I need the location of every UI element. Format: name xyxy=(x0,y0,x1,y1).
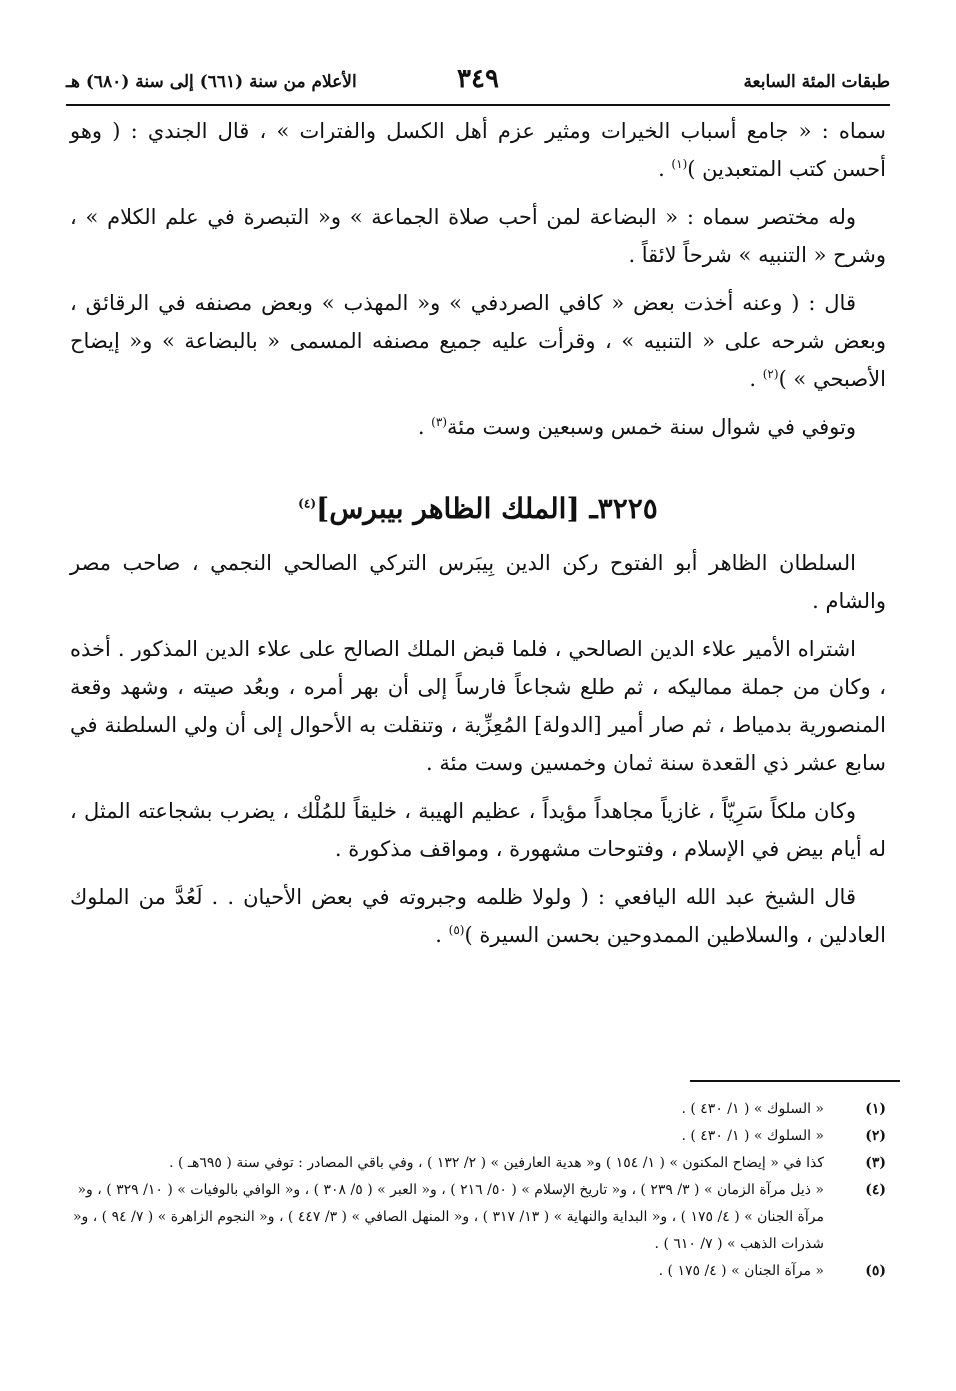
footnote-number: (٤) xyxy=(865,1182,886,1198)
paragraph-text: وكان ملكاً سَرِيّاً ، غازياً مجاهداً مؤيداً ، عظيم الهيبة ، خليقاً للمُلْك ، يضرب بشجاعته المثل ، له أيام بيض في الإسلام ، وفتوحات مشهورة ، ومواقف مذكورة . xyxy=(70,799,886,861)
paragraph-text: قال الشيخ عبد الله اليافعي : ( ولولا ظلمه وجبروته في بعض الأحيان . . لَعُدَّ من الملوك العادلين ، والسلاطين الممدوحين بحسن السيرة ) xyxy=(70,885,886,947)
paragraph-text: وله مختصر سماه : « البضاعة لمن أحب صلاة الجماعة » و« التبصرة في علم الكلام » ، وشرح « التنبيه » شرحاً لائقاً . xyxy=(70,205,886,267)
footnote-3 xyxy=(66,1150,886,1177)
entry-heading xyxy=(70,490,886,528)
footnote-marker: (٢) xyxy=(762,367,779,381)
paragraph-text: السلطان الظاهر أبو الفتوح ركن الدين بِيبَرس التركي الصالحي النجمي ، صاحب مصر والشام . xyxy=(70,551,886,613)
footnote-marker: (٣) xyxy=(431,415,447,429)
paragraph-tail: . xyxy=(749,367,763,391)
paragraph-text: سماه : « جامع أسباب الخيرات ومثير عزم أهل الكسل والفترات » ، قال الجندي : ( وهو أحسن كتب المتعبدين ) xyxy=(70,119,886,181)
paragraph-1 xyxy=(70,112,886,188)
footnote-marker: (١) xyxy=(671,157,688,171)
footnote-4 xyxy=(66,1177,886,1258)
footnote-text: كذا في « إيضاح المكنون » ( ١/ ١٥٤ ) و« هدية العارفين » ( ٢/ ١٣٢ ) ، وفي باقي المصادر : توفي سنة ( ٦٩٥هـ ) . xyxy=(169,1155,824,1171)
footnote-marker: (٤) xyxy=(298,496,316,511)
paragraph-text: وتوفي في شوال سنة خمس وسبعين وست مئة xyxy=(447,415,856,439)
footnote-divider xyxy=(690,1080,900,1082)
paragraph-2 xyxy=(70,198,886,274)
footnotes xyxy=(66,1096,886,1285)
footnote-5 xyxy=(66,1258,886,1285)
footnote-2 xyxy=(66,1123,886,1150)
footnote-number: (٥) xyxy=(865,1263,886,1279)
paragraph-text: قال : ( وعنه أخذت بعض « كافي الصردفي » و« المهذب » وبعض مصنفه في الرقائق ، وبعض شرحه على « التنبيه » ، وقرأت عليه جميع مصنفه المسمى « بالبضاعة » و« إيضاح الأصبحي » ) xyxy=(70,291,886,391)
footnote-number: (١) xyxy=(865,1101,886,1117)
entry-paragraph-4 xyxy=(70,878,886,954)
page-body xyxy=(70,112,886,964)
footnote-text: « ذيل مرآة الزمان » ( ٣/ ٢٣٩ ) ، و« تاريخ الإسلام » ( ٥٠/ ٢١٦ ) ، و« العبر » ( ٥/ ٣٠٨ ) ، و« الوافي بالوفيات » ( ١٠/ ٣٢٩ ) ، و« مرآة الجنان » ( ٤/ ١٧٥ ) ، و« البداية والنهاية » ( ١٣/ ٣١٧ ) ، و« المنهل الصافي » ( ٣/ ٤٤٧ ) ، و« النجوم الزاهرة » ( ٧/ ٩٤ ) ، و« شذرات الذهب » ( ٧/ ٦١٠ ) . xyxy=(72,1182,824,1252)
entry-paragraph-2 xyxy=(70,630,886,782)
paragraph-text: اشتراه الأمير علاء الدين الصالحي ، فلما قبض الملك الصالح على علاء الدين المذكور . أخذه ، وكان من جملة مماليكه ، ثم طلع شجاعاً فارساً إلى أن بهر أمره ، وبعُد صيته ، وشهد وقعة المنصورية بدمياط ، ثم صار أمير [الدولة] المُعِزِّية ، وتنقلت به الأحوال إلى أن ولي السلطنة في سابع عشر ذي القعدة سنة ثمان وخمسين وست مئة . xyxy=(70,637,886,775)
paragraph-4 xyxy=(70,408,886,446)
running-header xyxy=(66,62,890,102)
footnote-number: (٢) xyxy=(865,1128,886,1144)
header-section-title: طبقات المئة السابعة xyxy=(743,72,890,92)
footnote-marker: (٥) xyxy=(448,923,465,937)
footnote-number: (٣) xyxy=(865,1155,886,1171)
paragraph-tail: . xyxy=(417,415,432,439)
header-year-range: الأعلام من سنة (٦٦١) إلى سنة (٦٨٠) هـ xyxy=(66,72,357,92)
footnote-1 xyxy=(66,1096,886,1123)
header-divider xyxy=(66,104,890,106)
entry-title-text: ٣٢٢٥ـ [الملك الظاهر بيبرس] xyxy=(316,492,658,525)
page-number: ٣٤٩ xyxy=(457,64,499,94)
footnote-text: « السلوك » ( ١/ ٤٣٠ ) . xyxy=(681,1128,824,1144)
paragraph-tail: . xyxy=(658,157,672,181)
entry-paragraph-1 xyxy=(70,544,886,620)
footnote-text: « السلوك » ( ١/ ٤٣٠ ) . xyxy=(681,1101,824,1117)
paragraph-3 xyxy=(70,284,886,398)
paragraph-tail: . xyxy=(435,923,449,947)
footnote-text: « مرآة الجنان » ( ٤/ ١٧٥ ) . xyxy=(658,1263,824,1279)
entry-paragraph-3 xyxy=(70,792,886,868)
